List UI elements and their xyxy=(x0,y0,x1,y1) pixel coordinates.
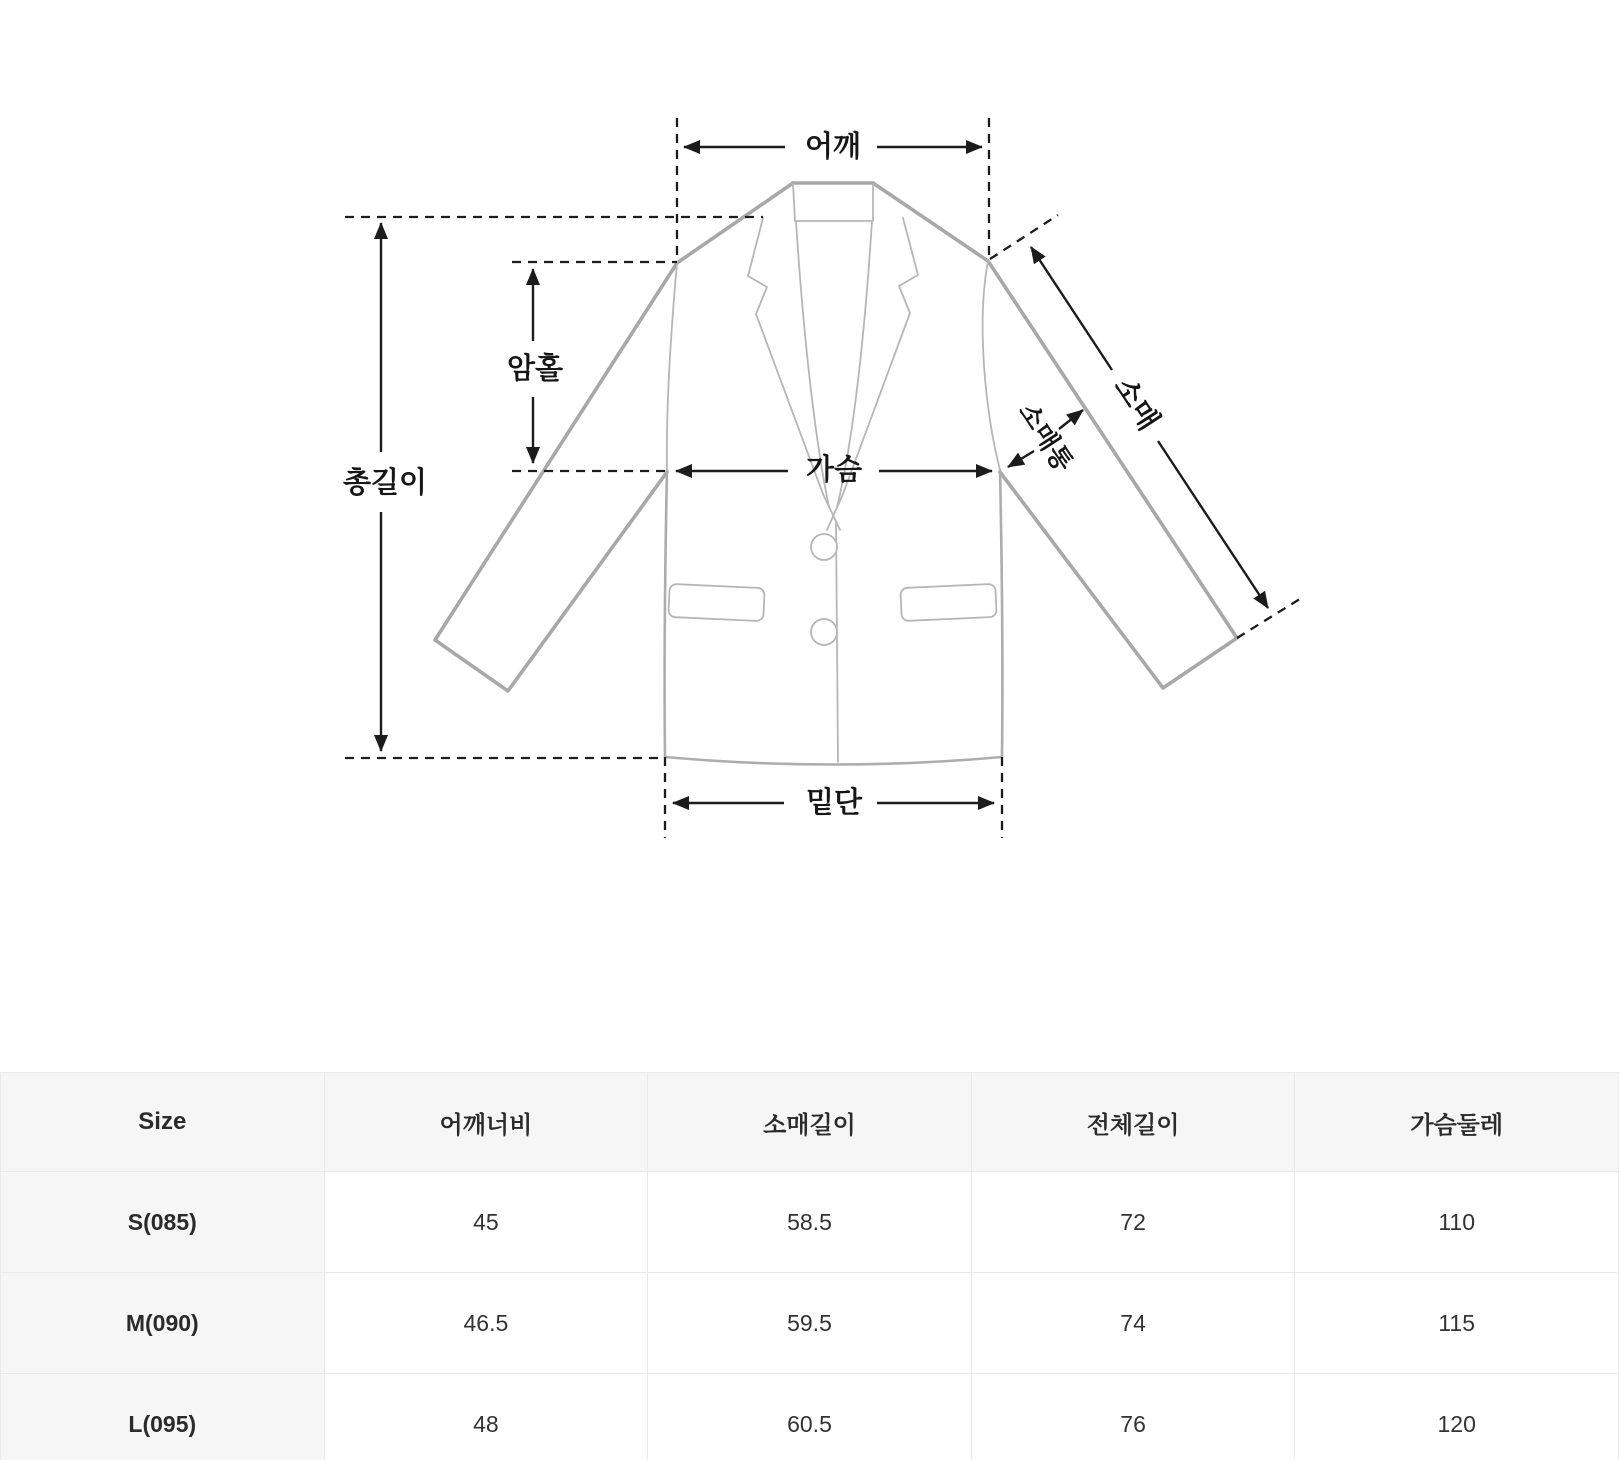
button-bottom xyxy=(811,619,837,645)
table-row-s xyxy=(1,1172,1619,1273)
sleeve-arrow-down xyxy=(1158,441,1268,608)
sleeve-label: 소매 xyxy=(1107,371,1165,437)
size-table xyxy=(0,1072,1619,1460)
value-cell: 76 xyxy=(971,1374,1295,1460)
front-cross-right xyxy=(827,494,843,530)
left-pocket-flap xyxy=(668,584,764,621)
front-cross-left xyxy=(823,494,840,530)
size-table-header-row xyxy=(1,1073,1619,1172)
value-cell: 59.5 xyxy=(648,1273,972,1374)
sleeve-arrow-up xyxy=(1031,247,1112,370)
sleeve-width-label: 소매통 xyxy=(1012,397,1080,477)
table-row-m xyxy=(1,1273,1619,1374)
value-cell: 60.5 xyxy=(648,1374,972,1460)
value-cell: 110 xyxy=(1295,1172,1619,1273)
header-sleeve-length: 소매길이 xyxy=(648,1073,972,1172)
header-chest-circumference: 가슴둘레 xyxy=(1295,1073,1619,1172)
total-length-label: 총길이 xyxy=(342,467,428,499)
value-cell: 72 xyxy=(971,1172,1295,1273)
sleeve-width-arrow-in xyxy=(1008,451,1034,467)
header-shoulder-width: 어깨너비 xyxy=(324,1073,648,1172)
shoulder-label: 어깨 xyxy=(804,131,862,163)
collar-left-edge xyxy=(793,184,795,221)
left-body-side xyxy=(665,470,667,757)
table-row-l xyxy=(1,1374,1619,1460)
value-cell: 48 xyxy=(324,1374,648,1460)
left-armhole-seam xyxy=(667,263,677,470)
hem-label: 밑단 xyxy=(805,787,863,819)
right-lapel xyxy=(843,218,918,494)
measure-labels xyxy=(343,129,1166,819)
size-cell: M(090) xyxy=(1,1273,325,1374)
value-cell: 74 xyxy=(971,1273,1295,1374)
sleeve-guide-top xyxy=(990,215,1058,259)
chest-label: 가슴 xyxy=(805,454,863,486)
header-size: Size xyxy=(1,1073,325,1172)
size-cell: L(095) xyxy=(1,1374,325,1460)
size-table-section xyxy=(0,1072,1619,1460)
value-cell: 58.5 xyxy=(648,1172,972,1273)
value-cell: 46.5 xyxy=(324,1273,648,1374)
right-pocket-flap xyxy=(900,584,996,621)
center-front-line xyxy=(836,522,838,762)
right-armhole-seam xyxy=(983,261,1000,470)
armhole-label: 암홀 xyxy=(506,353,564,385)
header-total-length: 전체길이 xyxy=(971,1073,1295,1172)
sleeve-width-arrow-out xyxy=(1059,410,1083,429)
button-top xyxy=(811,534,837,560)
sleeve-guide-bottom xyxy=(1237,597,1303,638)
value-cell: 45 xyxy=(324,1172,648,1273)
right-body-side xyxy=(1000,470,1002,757)
hem-line xyxy=(665,757,1002,765)
value-cell: 120 xyxy=(1295,1374,1619,1460)
size-cell: S(085) xyxy=(1,1172,325,1273)
value-cell: 115 xyxy=(1295,1273,1619,1374)
left-lapel xyxy=(748,218,823,494)
